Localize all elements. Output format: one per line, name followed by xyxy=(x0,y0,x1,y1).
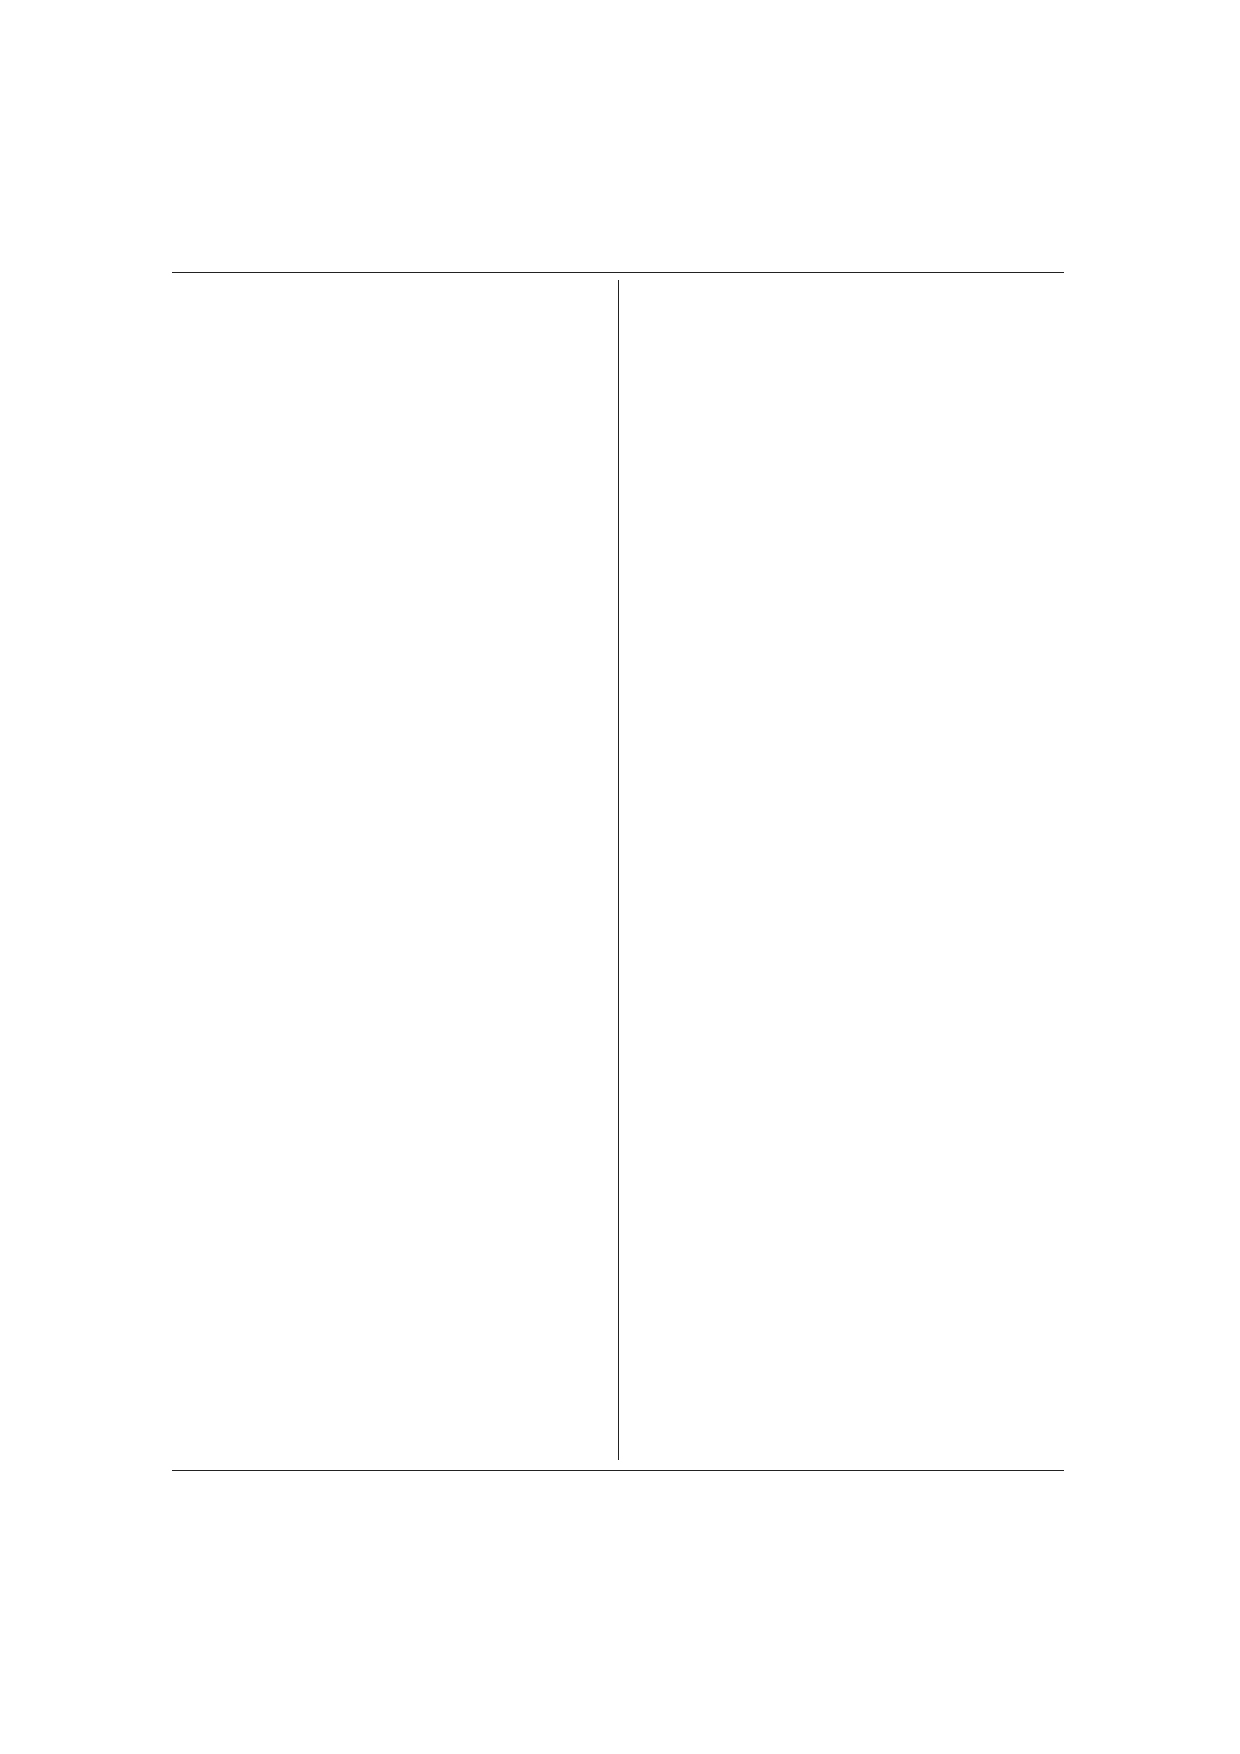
page-number xyxy=(180,1478,300,1508)
footer-divider xyxy=(172,1470,1064,1471)
column-divider xyxy=(618,280,619,1460)
page-header xyxy=(172,248,1064,270)
issue-date xyxy=(520,1478,720,1508)
left-column xyxy=(172,280,608,1460)
right-column xyxy=(628,280,1064,1460)
header-divider xyxy=(172,272,1064,273)
magazine-name xyxy=(900,1478,1060,1508)
